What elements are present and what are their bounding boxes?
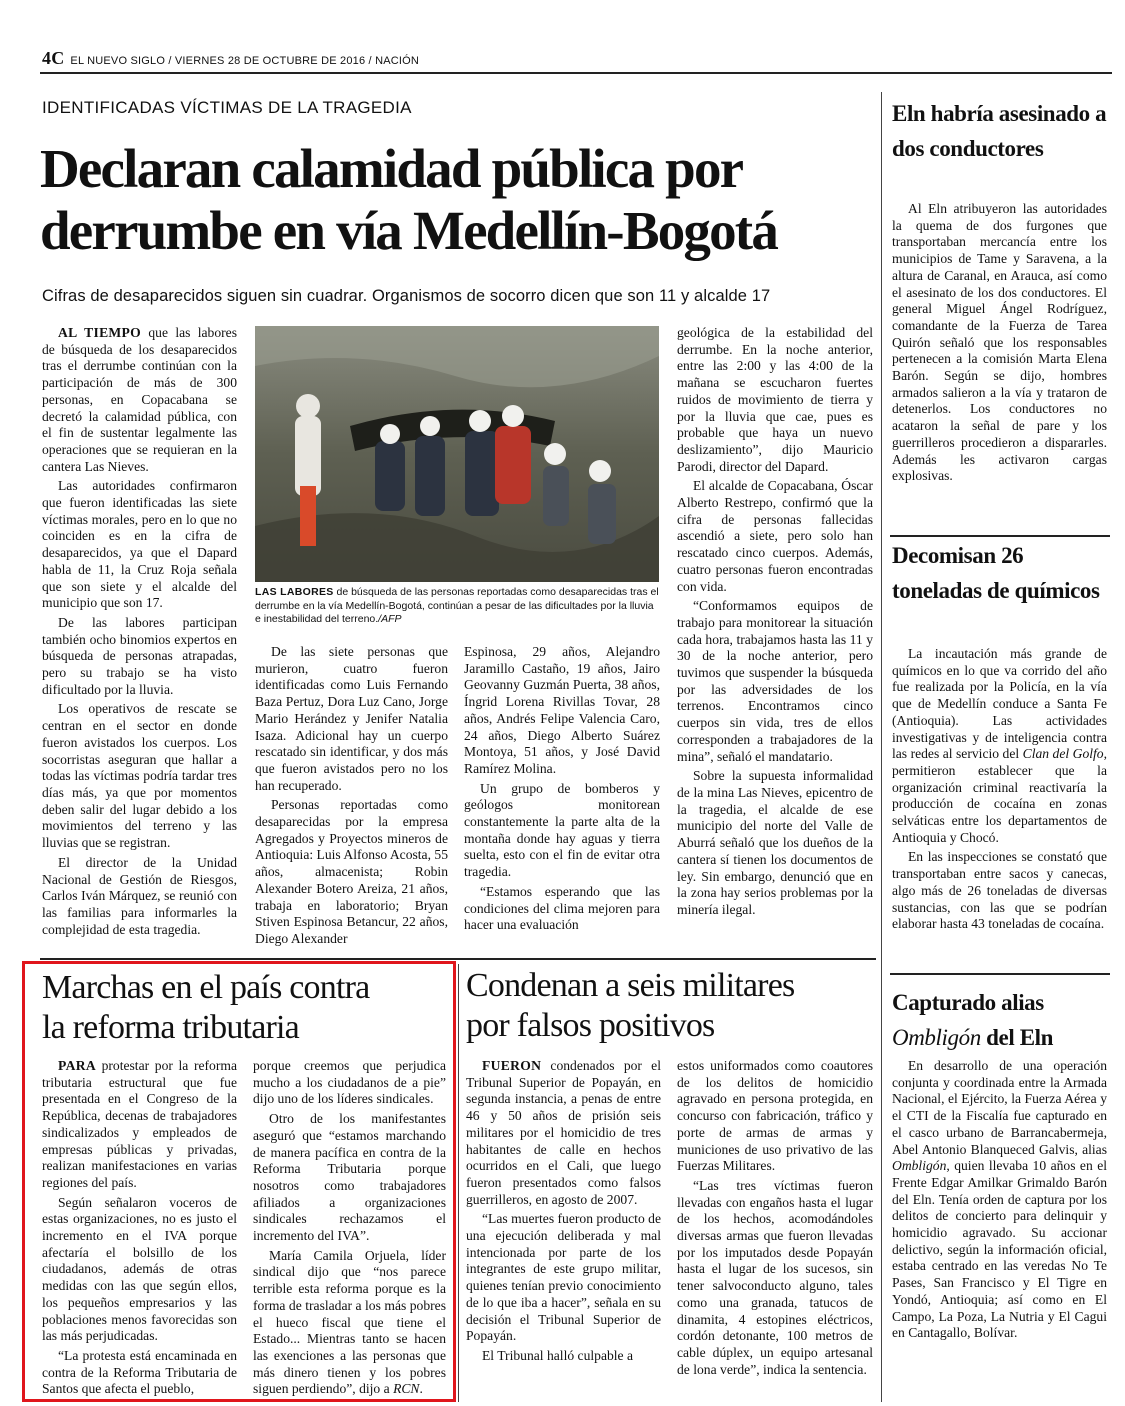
main-subhead: Cifras de desaparecidos siguen sin cuadrar. Organismos de socorro dicen que son 11 y alcalde 17 [42, 287, 771, 305]
sidebar-rule [890, 535, 1110, 537]
lead-word: PARA [58, 1058, 96, 1073]
paragraph-text: . [419, 1381, 423, 1397]
main-column-3 [464, 644, 660, 937]
caption-text: de búsqueda de las personas reportadas como desaparecidas tras el derrumbe en la vía Medellín-Bogotá, continúan a pesar de las dificultades por la lluvia e inestabilidad del terreno. [255, 586, 659, 625]
paragraph: Un grupo de bomberos y geólogos monitorean constantemente la parte alta de la montaña donde hay aguas y tierra suelta, esto con el fin de evitar otra tragedia. [464, 780, 660, 880]
paragraph: “Estamos esperando que las condiciones del clima mejoren para hacer una evaluación [464, 883, 660, 933]
marchas-column-2 [253, 1058, 446, 1401]
paragraph-text: La incautación más grande de químicos en lo que va corrido del año fue realizada por la Policía, en la vía que de Medellín conduce a Santa Fe (Antioquia). Las actividades investigativas y de inteligencia contra las redes al servicio del [892, 646, 1107, 762]
emphasis: Clan del Golfo [1022, 746, 1104, 762]
brief2-body [892, 646, 1107, 936]
paragraph: porque creemos que perjudica mucho a los ciudadanos de a pie” dijo uno de los líderes sindicales. [253, 1058, 446, 1107]
paragraph [466, 1058, 661, 1208]
paragraph: Según señalaron voceros de estas organizaciones, no es justo el incremento en el IVA porque afectaría el bolsillo de los ciudadanos, además de otras medidas con las que según ellos, los pequeños empresarios y las poblaciones menos favorecidas son las más perjudicadas. [42, 1194, 237, 1344]
folio [42, 48, 419, 69]
main-headline-line2: derrumbe en vía Medellín-Bogotá [40, 200, 778, 261]
marchas-headline [42, 968, 452, 1048]
paragraph: Espinosa, 29 años, Alejandro Jaramillo Castaño, 19 años, Jairo Geovanny Guzmán Puerta, 38 años, Íngrid Lorena Rivillas Tovar, 28 años, Andrés Felipe Valencia Caro, 24 años, Diego Alberto Suárez Montoya, 51 años, y José David Ramírez Molina. [464, 644, 660, 776]
sidebar-divider [881, 92, 882, 1402]
paragraph: Las autoridades confirmaron que fueron identificadas las siete víctimas morales, pero en lo que no coinciden es en la cifra de desaparecidos, ya que el Dapard habla de 11, la Cruz Roja señala que son siete y el alcalde del municipio que son 17. [42, 478, 237, 611]
marchas-column-1 [42, 1058, 237, 1401]
brief1-headline: Eln habría asesinado a dos conductores [892, 101, 1107, 161]
paragraph [253, 1248, 446, 1398]
brief3-body [892, 1058, 1107, 1345]
paragraph: “Las tres víctimas fueron llevadas con engaños hasta el lugar de los hechos, acomodándoles diversas armas que fueron llevadas por los imputados desde Popayán hasta el lugar de los sucesos, sin tener salvoconducto alguno, tales como una granada, tatucos de dinamita, 4 estopines eléctricos, cordón detonante, 100 metros de cable dúplex, un equipo artesanal de lona verde”, indica la sentencia. [677, 1177, 873, 1377]
condenan-headline-line1: Condenan a seis militares [466, 967, 795, 1004]
page-number: 4C [42, 48, 65, 68]
condenan-headline [466, 966, 876, 1046]
paragraph-text: que las labores de búsqueda de los desaparecidos tras el derrumbe continúan con la participación de más de 300 personas, en Copacabana se decretó la calamidad pública, con el fin de sustentar legalmente las operaciones que se requieran en la cantera Las Nieves. [42, 325, 237, 474]
main-column-4 [677, 325, 873, 922]
folio-line: EL NUEVO SIGLO / VIERNES 28 DE OCTUBRE DE 2016 / NACIÓN [70, 55, 420, 67]
lead-word: AL TIEMPO [58, 325, 142, 340]
section-rule [40, 958, 876, 960]
story-kicker: IDENTIFICADAS VÍCTIMAS DE LA TRAGEDIA [42, 98, 412, 117]
main-headline-line1: Declaran calamidad pública por [40, 138, 743, 199]
emphasis: Ombligón [892, 1158, 947, 1174]
condenan-column-1 [466, 1058, 661, 1368]
emphasis: RCN [393, 1381, 420, 1397]
paragraph: estos uniformados como coautores de los delitos de homicidio agravado en persona protegida, en concurso con fabricación, tráfico y porte de armas de armas y municiones de uso privativo de las Fuerzas Militares. [677, 1058, 873, 1174]
brief3-headline-line1: Capturado alias [892, 990, 1044, 1015]
rescue-photo-image [255, 326, 659, 582]
main-column-2 [255, 644, 448, 951]
paragraph-text: María Camila Orjuela, líder sindical dijo que “nos parece terrible esta reforma porque es la forma de trasladar a los más pobres el hueco fiscal que tiene el Estado... Mientras tanto se hacen las exenciones a las personas que más dinero tienen y los pobres siguen perdiendo”, dijo a [253, 1247, 446, 1397]
paragraph: Otro de los manifestantes aseguró que “estamos marchando de manera pacífica en contra de la Reforma Tributaria porque nosotros como trabajadores afiliados a organizaciones sindicales rechazamos el incremento del IVA”. [253, 1111, 446, 1244]
paragraph [42, 1058, 237, 1192]
condenan-column-2 [677, 1058, 873, 1381]
top-rule [40, 72, 1112, 74]
lower-divider [458, 964, 459, 1402]
paragraph: “Conformamos equipos de trabajo para monitorear la situación cada hora, trabajamos hasta las 11 y 30 de la noche anterior, pero tuvimos que suspender la búsqueda por las adversidades de los terrenos. Encontramos cinco cuerpos sin vida, tres de ellos corresponden a trabajadores de la mina”, señaló el mandatario. [677, 598, 873, 764]
paragraph-text: protestar por la reforma tributaria estructural que fue presentada en el Congreso de la República, decenas de trabajadores sindicalizados y empleados de empresas públicas y privadas, realizan manifestaciones en varias regiones del país. [42, 1058, 237, 1190]
marchas-headline-line1: Marchas en el país contra [42, 969, 370, 1006]
marchas-headline-line2: la reforma tributaria [42, 1009, 299, 1046]
paragraph: El Tribunal halló culpable a [482, 1347, 634, 1363]
paragraph: geológica de la estabilidad del derrumbe. En la noche anterior, entre las 2:00 y las 4:00 de la mañana se escucharon fuertes ruidos de movimiento de tierra y por la lluvia que cae, pues es probable que haya un nuevo deslizamiento”, dijo Mauricio Parodi, director del Dapard. [677, 325, 873, 474]
paragraph: El alcalde de Copacabana, Óscar Alberto Restrepo, confirmó que la cifra de personas fallecidas ascendió a siete, pero solo han rescatado cinco cuerpos. Además, cuatro personas fueron encontradas con vida. [677, 478, 873, 594]
paragraph-text: En desarrollo de una operación conjunta y coordinada entre la Armada Nacional, el Ejército, la Fuerza Aérea y el CTI de la Fiscalía fue capturado en el casco urbano de Barrancabermeja, Abel Antonio Blanqueced Galvis, alias [892, 1058, 1107, 1157]
brief3-headline-line2 [892, 1020, 1107, 1055]
caption-credit: /AFP [378, 613, 402, 625]
photo-caption [255, 586, 660, 627]
lead-word: FUERON [482, 1058, 542, 1073]
emphasis: Ombligón [892, 1025, 981, 1050]
paragraph: Al Eln atribuyeron las autoridades la quema de dos furgones que transportaban mercancía entre los municipios de Tame y Saravena, a la altura de Caranal, en Arauca, así como el asesinato de los dos conductores. El general Miguel Ángel Rodríguez, comandante de la Fuerza de Tarea Quirón señaló que los responsables pertenecen a la comisión Marta Elena Barón. Según se dijo, hombres armados salieron a la vía y trataron de detenerlos. Los conductores no acataron la señal de pare y los guerrilleros procedieron a dispararles. Además les activaron cargas explosivas. [892, 201, 1107, 484]
paragraph: Los operativos de rescate se centran en el sector en donde fueron avistados los cuerpos. Los socorristas aseguran que hallar a todas las víctimas podría tardar tres días más, ya que por momentos deben salir del lugar debido a los movimientos del terreno y las lluvias que se registran. [42, 701, 237, 851]
rescue-photo [255, 326, 659, 582]
paragraph: El director de la Unidad Nacional de Gestión de Riesgos, Carlos Iván Márquez, se reunió con las familias para informarles la complejidad de esta tragedia. [42, 854, 237, 937]
brief2-headline: Decomisan 26 toneladas de químicos [892, 543, 1100, 603]
headline-text: del Eln [980, 1025, 1054, 1050]
paragraph-text: , permitieron establecer que la organización criminal reactivaría la producción de cocaína en zonas selváticas entre los departamentos de Antioquia y Chocó. [892, 746, 1107, 845]
main-column-1 [42, 325, 237, 941]
paragraph: De las labores participan también ocho binomios expertos en búsqueda de personas atrapadas, pero su trabajo se ha visto dificultado por la lluvia. [42, 614, 237, 697]
condenan-headline-line2: por falsos positivos [466, 1007, 715, 1044]
paragraph-text: condenados por el Tribunal Superior de Popayán, en segunda instancia, a penas de entre 46 y 50 años de prisión seis militares por el homicidio de tres habitantes de calle en hechos ocurridos en el Cali, que luego fueron presentados como falsos guerrilleros, en agosto de 2007. [466, 1058, 661, 1207]
paragraph: Sobre la supuesta informalidad de la mina Las Nieves, epicentro de la tragedia, el alcalde de ese municipio del norte del Valle de Aburrá señaló que los dueños de la cantera sí tienen los documentos de ley. Sin embargo, denunció que en la zona hay serios problemas por la minería ilegal. [677, 768, 873, 917]
paragraph [892, 646, 1107, 846]
paragraph [42, 325, 237, 475]
brief1-body [892, 201, 1107, 488]
paragraph [892, 1058, 1107, 1342]
sidebar-rule [890, 973, 1110, 975]
paragraph: Personas reportadas como desaparecidas por la empresa Agregados y Proyectos mineros de Antioquia: Luis Alfonso Acosta, 55 años, almacenista; Robin Alexander Botero Areiza, 21 años, trabaja en laboratorio; Bryan Stiven Espinosa Betancur, 22 años, Diego Alexander [255, 797, 448, 946]
brief3-headline [892, 985, 1107, 1055]
main-headline [40, 138, 870, 262]
paragraph: “La protesta está encaminada en contra de la Reforma Tributaria de Santos que afecta el pueblo, [42, 1347, 237, 1397]
caption-lead: LAS LABORES [255, 586, 334, 598]
paragraph: De las siete personas que murieron, cuatro fueron identificadas como Luis Fernando Baza Pertuz, Dora Luz Cano, Jorge Mario Herández y Jenifer Natalia Isaza. Adicional hay un cuerpo rescatado sin identificar, y dos más que fueron avistados pero no los han recuperado. [255, 644, 448, 793]
paragraph: “Las muertes fueron producto de una ejecución deliberada y mal intencionada por parte de los integrantes de este grupo militar, quienes tenían previo conocimiento de lo que iba a hacer”, señala en su decisión el Tribunal Superior de Popayán. [466, 1211, 661, 1344]
paragraph-text: , quien llevaba 10 años en el Frente Edgar Amilkar Grimaldo Barón del Eln. Tenía orden de captura por los delitos de concierto para delinquir y homicidio agravado. Su accionar delictivo, según la información oficial, estaba centrado en las veredas No Te Pases, San Francisco y El Tigre en Yondó, Antioquia; así como en El Campo, La Poza, La Nutria y El Cagui en Cantagallo, Bolívar. [892, 1158, 1107, 1341]
paragraph: En las inspecciones se constató que transportaban entre sacos y canecas, algo más de 26 toneladas de diversas sustancias, con las que se podrían elaborar hasta 43 toneladas de cocaína. [892, 849, 1107, 932]
